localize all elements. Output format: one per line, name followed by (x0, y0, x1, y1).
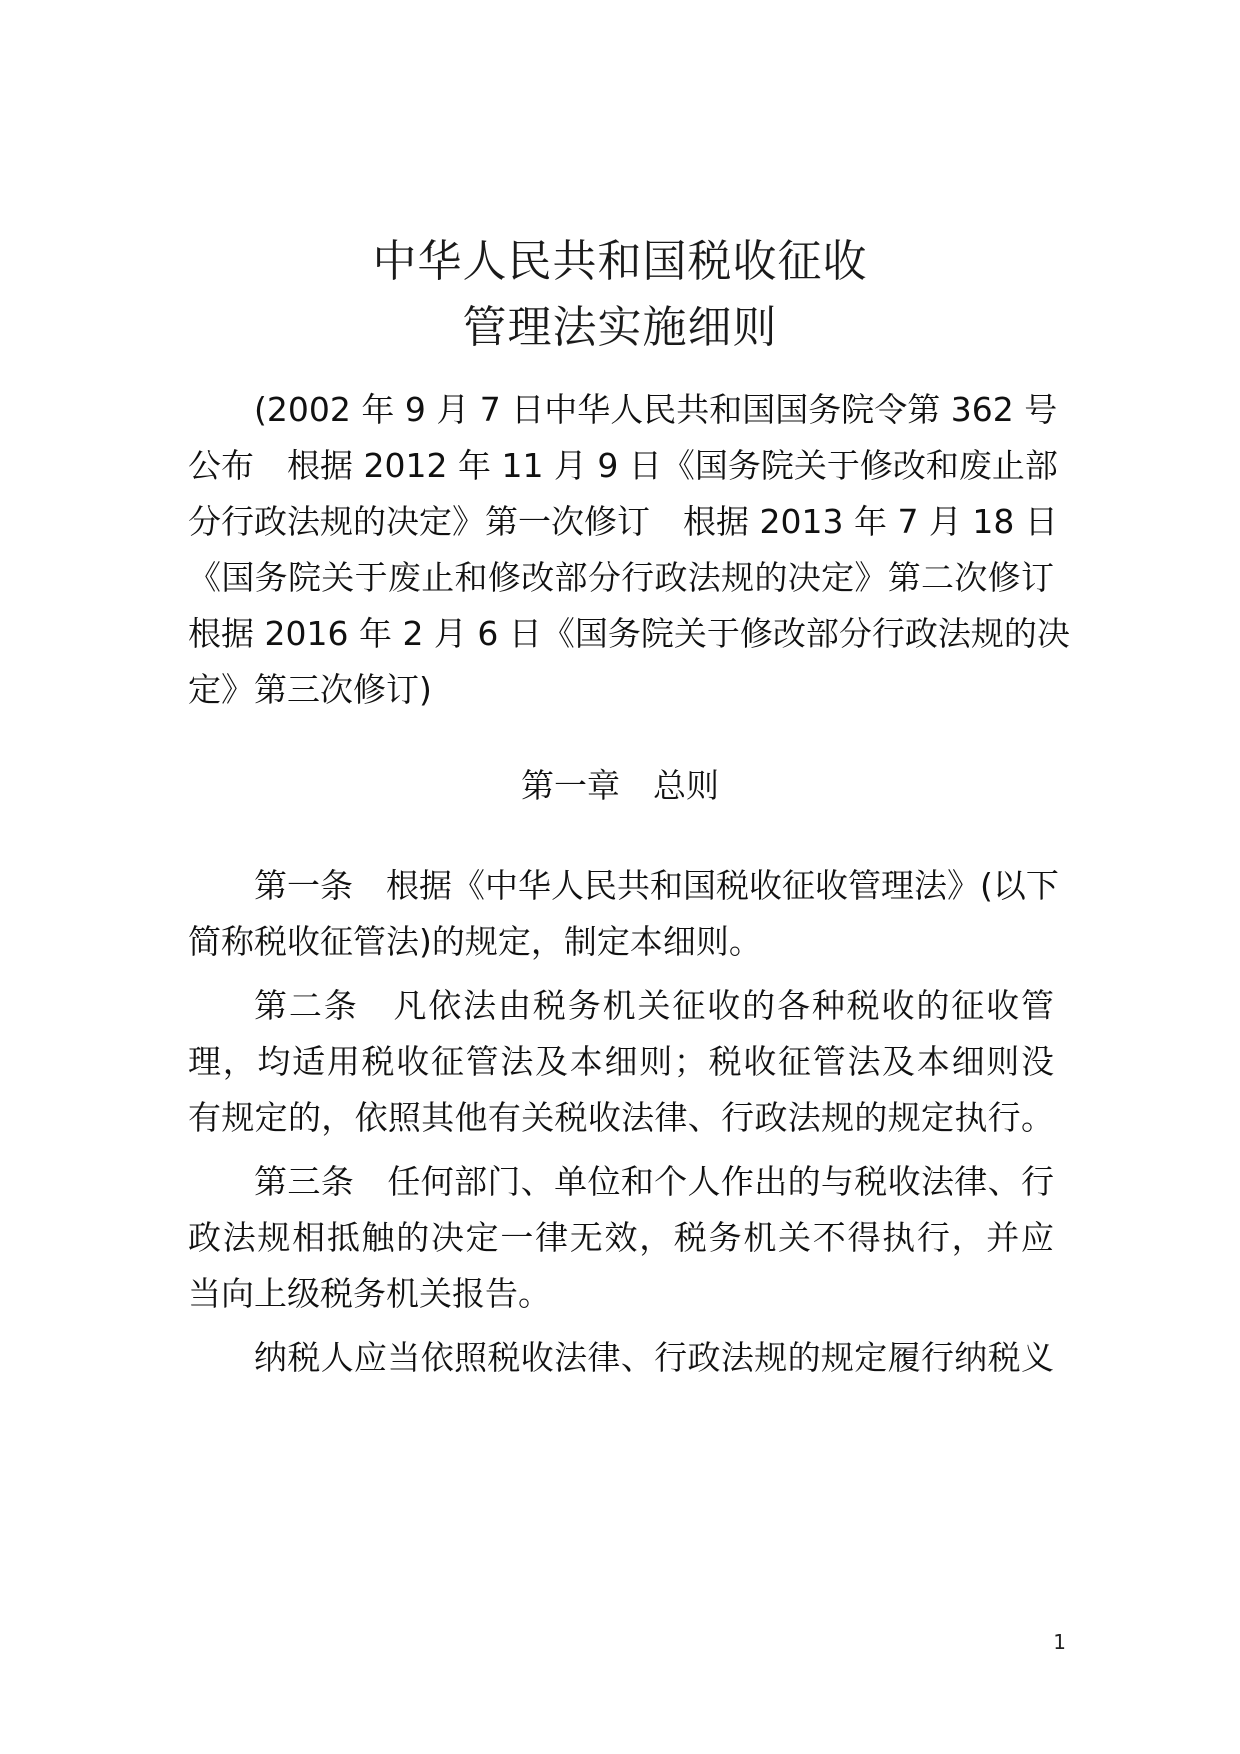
preamble-line: 分行政法规的决定》第一次修订 根据 2013 年 7 月 18 日 (188, 502, 1058, 541)
article-line: 纳税人应当依照税收法律、行政法规的规定履行纳税义 (254, 1338, 1054, 1377)
preamble-line: (2002 年 9 月 7 日中华人民共和国国务院令第 362 号 (254, 390, 1058, 429)
preamble-line: 根据 2016 年 2 月 6 日《国务院关于修改部分行政法规的决 (188, 614, 1070, 653)
article-line: 第一条 根据《中华人民共和国税收征收管理法》(以下 (254, 866, 1059, 905)
preamble-line: 定》第三次修订) (188, 670, 432, 709)
document-title-line-1: 中华人民共和国税收征收 (372, 236, 868, 287)
article-line: 当向上级税务机关报告。 (188, 1274, 551, 1313)
article-line: 有规定的，依照其他有关税收法律、行政法规的规定执行。 (188, 1098, 1054, 1137)
chapter-heading: 第一章 总则 (521, 766, 719, 805)
article-line: 简称税收征管法)的规定，制定本细则。 (188, 922, 762, 961)
article-line: 第三条 任何部门、单位和个人作出的与税收法律、行 (254, 1162, 1054, 1201)
preamble-line: 公布 根据 2012 年 11 月 9 日《国务院关于修改和废止部 (188, 446, 1058, 485)
article-line: 第二条 凡依法由税务机关征收的各种税收的征收管 (254, 986, 1054, 1025)
article-line: 理，均适用税收征管法及本细则；税收征管法及本细则没 (188, 1042, 1054, 1081)
document-title-line-2: 管理法实施细则 (462, 302, 778, 353)
preamble-line: 《国务院关于废止和修改部分行政法规的决定》第二次修订 (188, 558, 1054, 597)
article-line: 政法规相抵触的决定一律无效，税务机关不得执行，并应 (188, 1218, 1054, 1257)
page-number: 1 (1053, 1630, 1066, 1654)
